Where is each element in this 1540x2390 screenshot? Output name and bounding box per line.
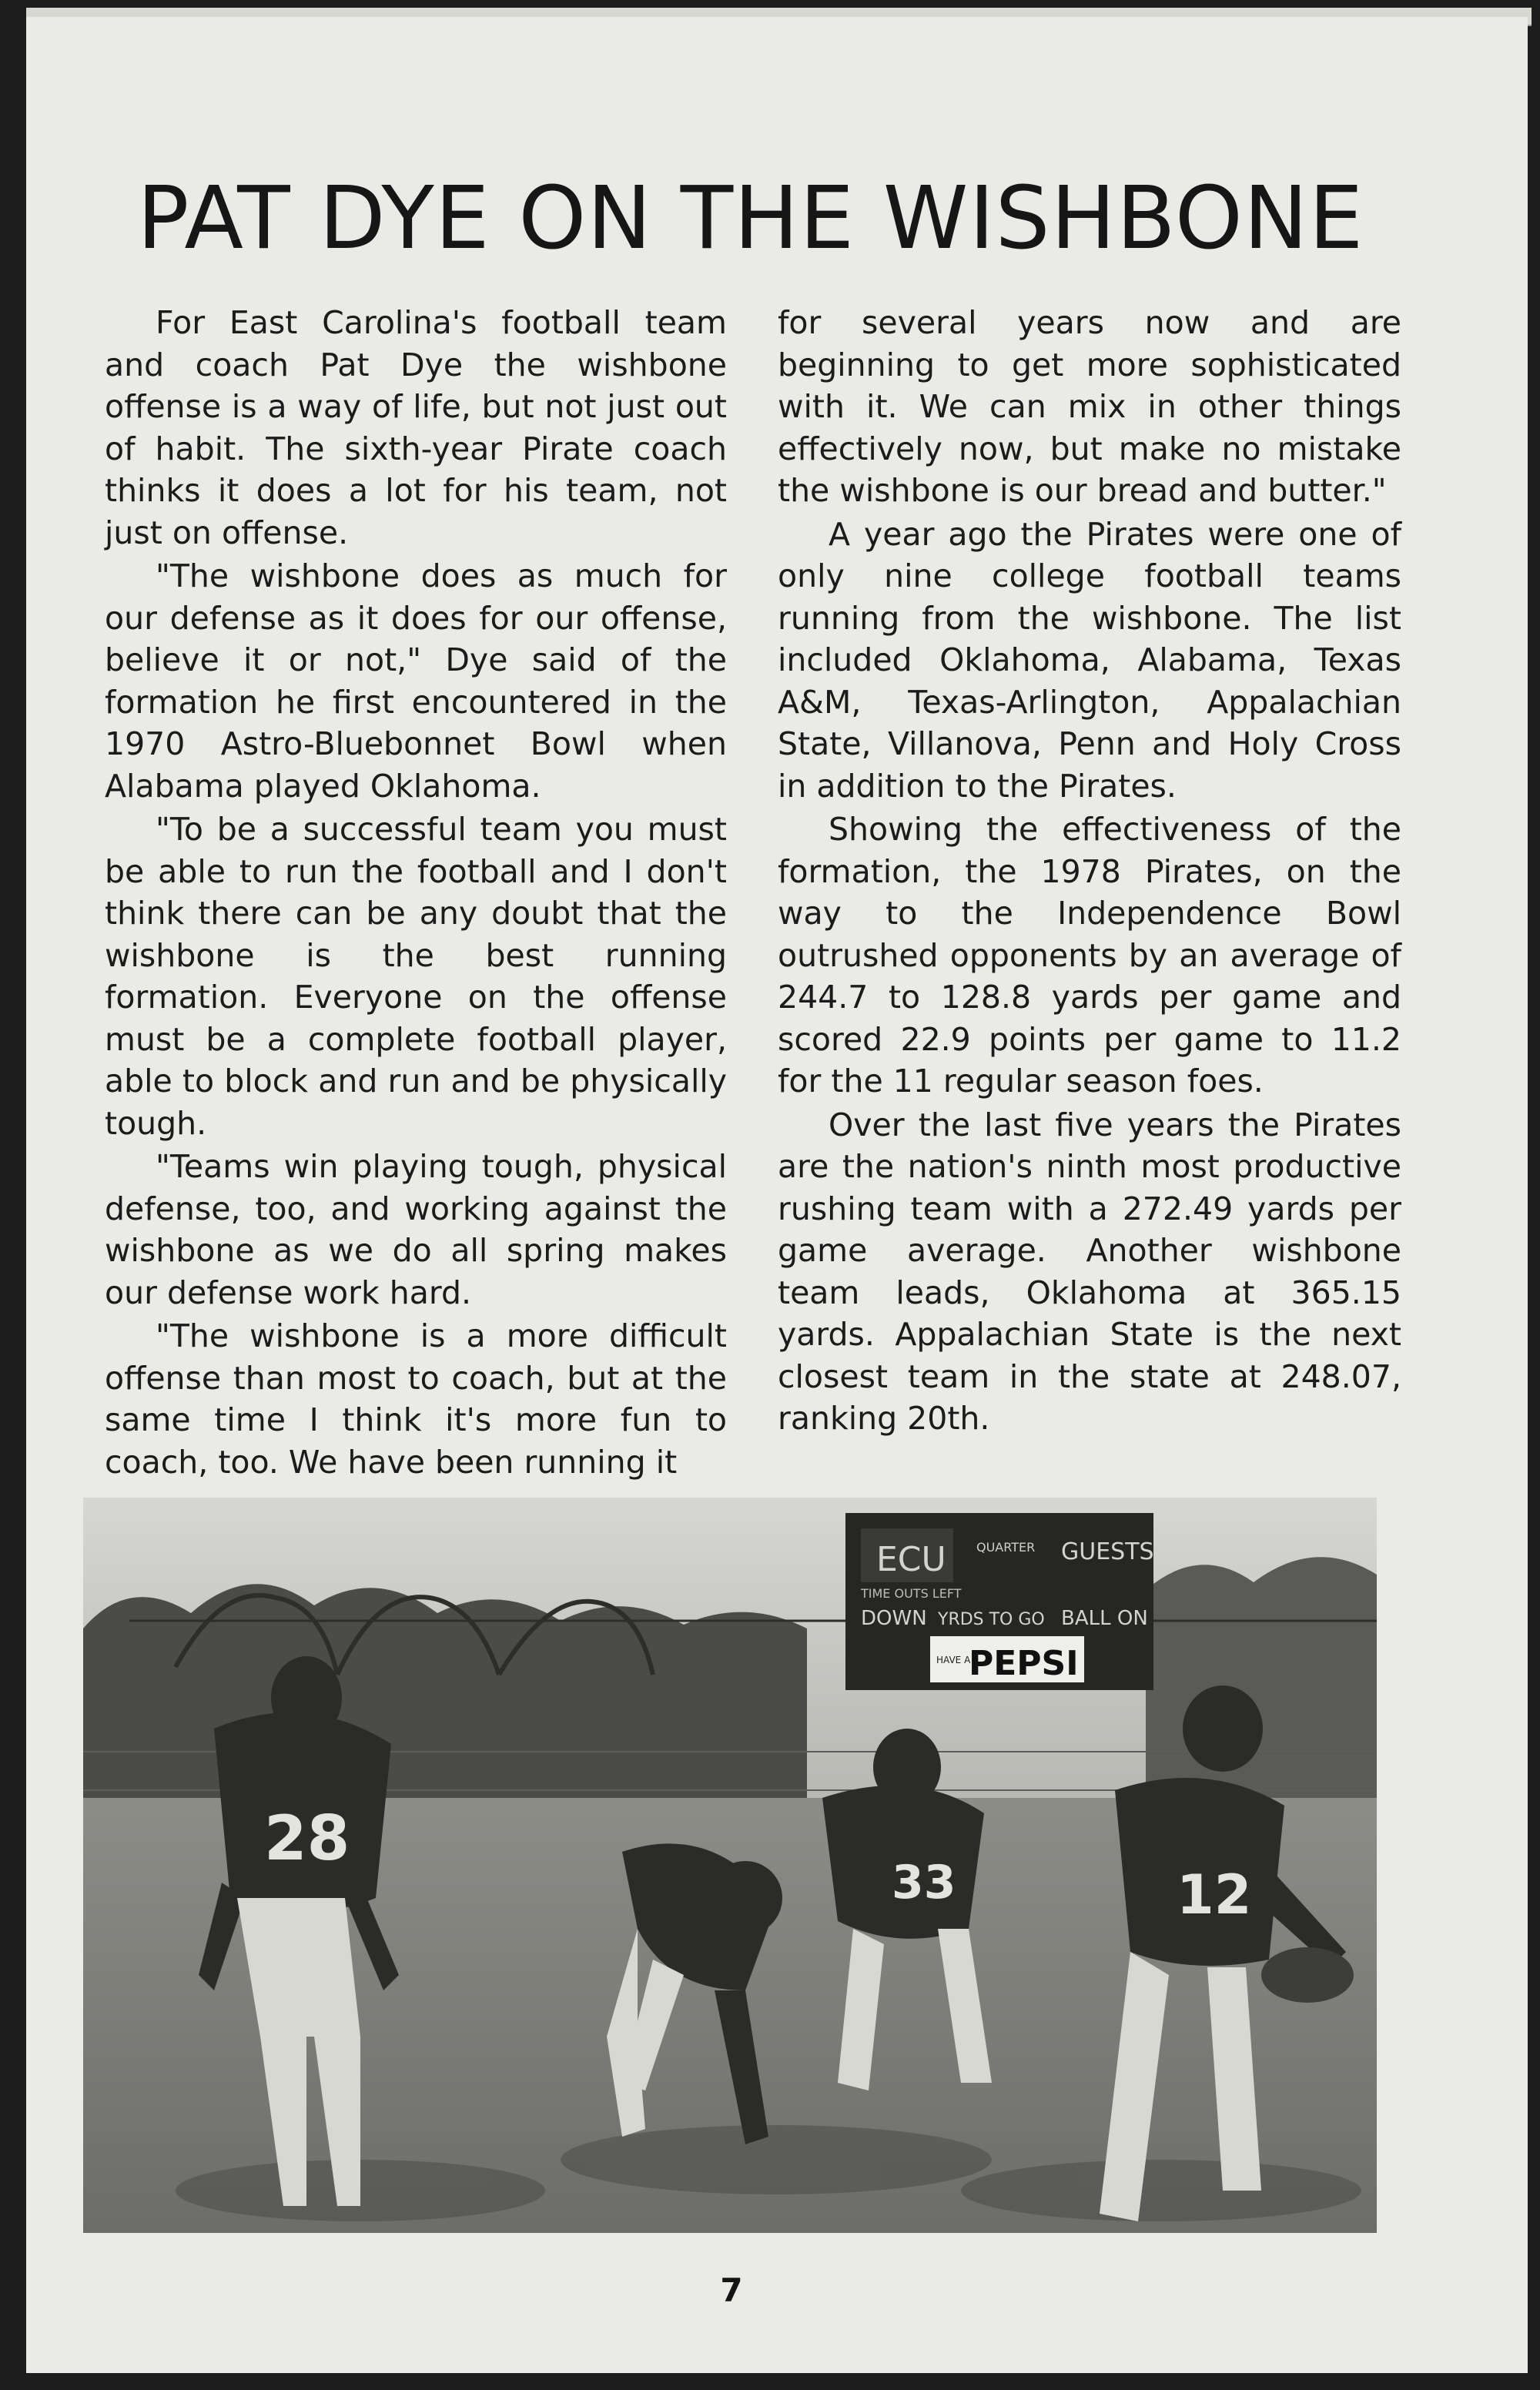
photo-scoreboard — [845, 1513, 1154, 1690]
svg-text:QUARTER: QUARTER — [976, 1540, 1036, 1555]
page-number: 7 — [720, 2271, 743, 2309]
paragraph: "To be a successful team you must be able to run the football and I don't think there can be any doubt that the wishbone is the best running formation. Everyone on the offense must be a complete football player, able to block and run and be physically tough. — [105, 811, 727, 1142]
paragraph: A year ago the Pirates were one of only nine college football teams running from the wishbone. The list included Oklahoma, Alabama, Texas A&M, Texas-Arlington, Appalachian State, Villanova, Penn and Holy Cross in addition to the Pirates. — [778, 515, 1401, 805]
svg-text:GUESTS: GUESTS — [1061, 1538, 1154, 1565]
svg-text:33: 33 — [892, 1856, 956, 1910]
svg-text:ECU: ECU — [876, 1540, 946, 1579]
paragraph: "The wishbone is a more difficult offense than most to coach, but at the same time I think it's more fun to coach, too. We have been running it — [105, 1317, 727, 1481]
article-column-left — [105, 302, 727, 1483]
svg-text:YRDS TO GO: YRDS TO GO — [938, 1610, 1045, 1629]
svg-text:12: 12 — [1177, 1863, 1252, 1926]
svg-text:DOWN: DOWN — [861, 1607, 927, 1630]
svg-text:BALL ON: BALL ON — [1061, 1607, 1148, 1630]
article-title: PAT DYE ON THE WISHBONE — [137, 169, 1364, 269]
paragraph: "Teams win playing tough, physical defense, too, and working against the wishbone as we do all spring makes our defense work hard. — [105, 1148, 727, 1311]
svg-text:HAVE A: HAVE A — [936, 1655, 971, 1665]
paragraph: Showing the effectiveness of the formation, the 1978 Pirates, on the way to the Independence Bowl outrushed opponents by an average of 244.7 to 128.8 yards per game and scored 22.9 points per game to 11.2 for the 11 regular season foes. — [778, 811, 1401, 1100]
article-column-right — [778, 302, 1401, 1440]
paragraph: Over the last five years the Pirates are the nation's ninth most productive rushing team with a 272.49 yards per game average. Another wishbone team leads, Oklahoma at 365.15 yards. Appalachian State is the next closest team in the state at 248.07, ranking 20th. — [778, 1106, 1401, 1437]
paragraph: For East Carolina's football team and coach Pat Dye the wishbone offense is a way of life, but not just out of habit. The sixth-year Pirate coach thinks it does a lot for his team, not just on offense. — [105, 304, 727, 551]
paragraph: for several years now and are beginning to get more sophisticated with it. We can mix in other things effectively now, but make no mistake the wishbone is our bread and butter." — [778, 304, 1401, 509]
team-photo — [83, 1498, 1377, 2233]
svg-text:28: 28 — [264, 1803, 350, 1874]
svg-text:TIME OUTS LEFT: TIME OUTS LEFT — [861, 1586, 962, 1601]
svg-text:PEPSI: PEPSI — [969, 1644, 1079, 1683]
paragraph: "The wishbone does as much for our defense as it does for our offense, believe it or not," Dye said of the formation he first encountered in the 1970 Astro-Bluebonnet Bowl when Alabama played Oklahoma. — [105, 557, 727, 805]
